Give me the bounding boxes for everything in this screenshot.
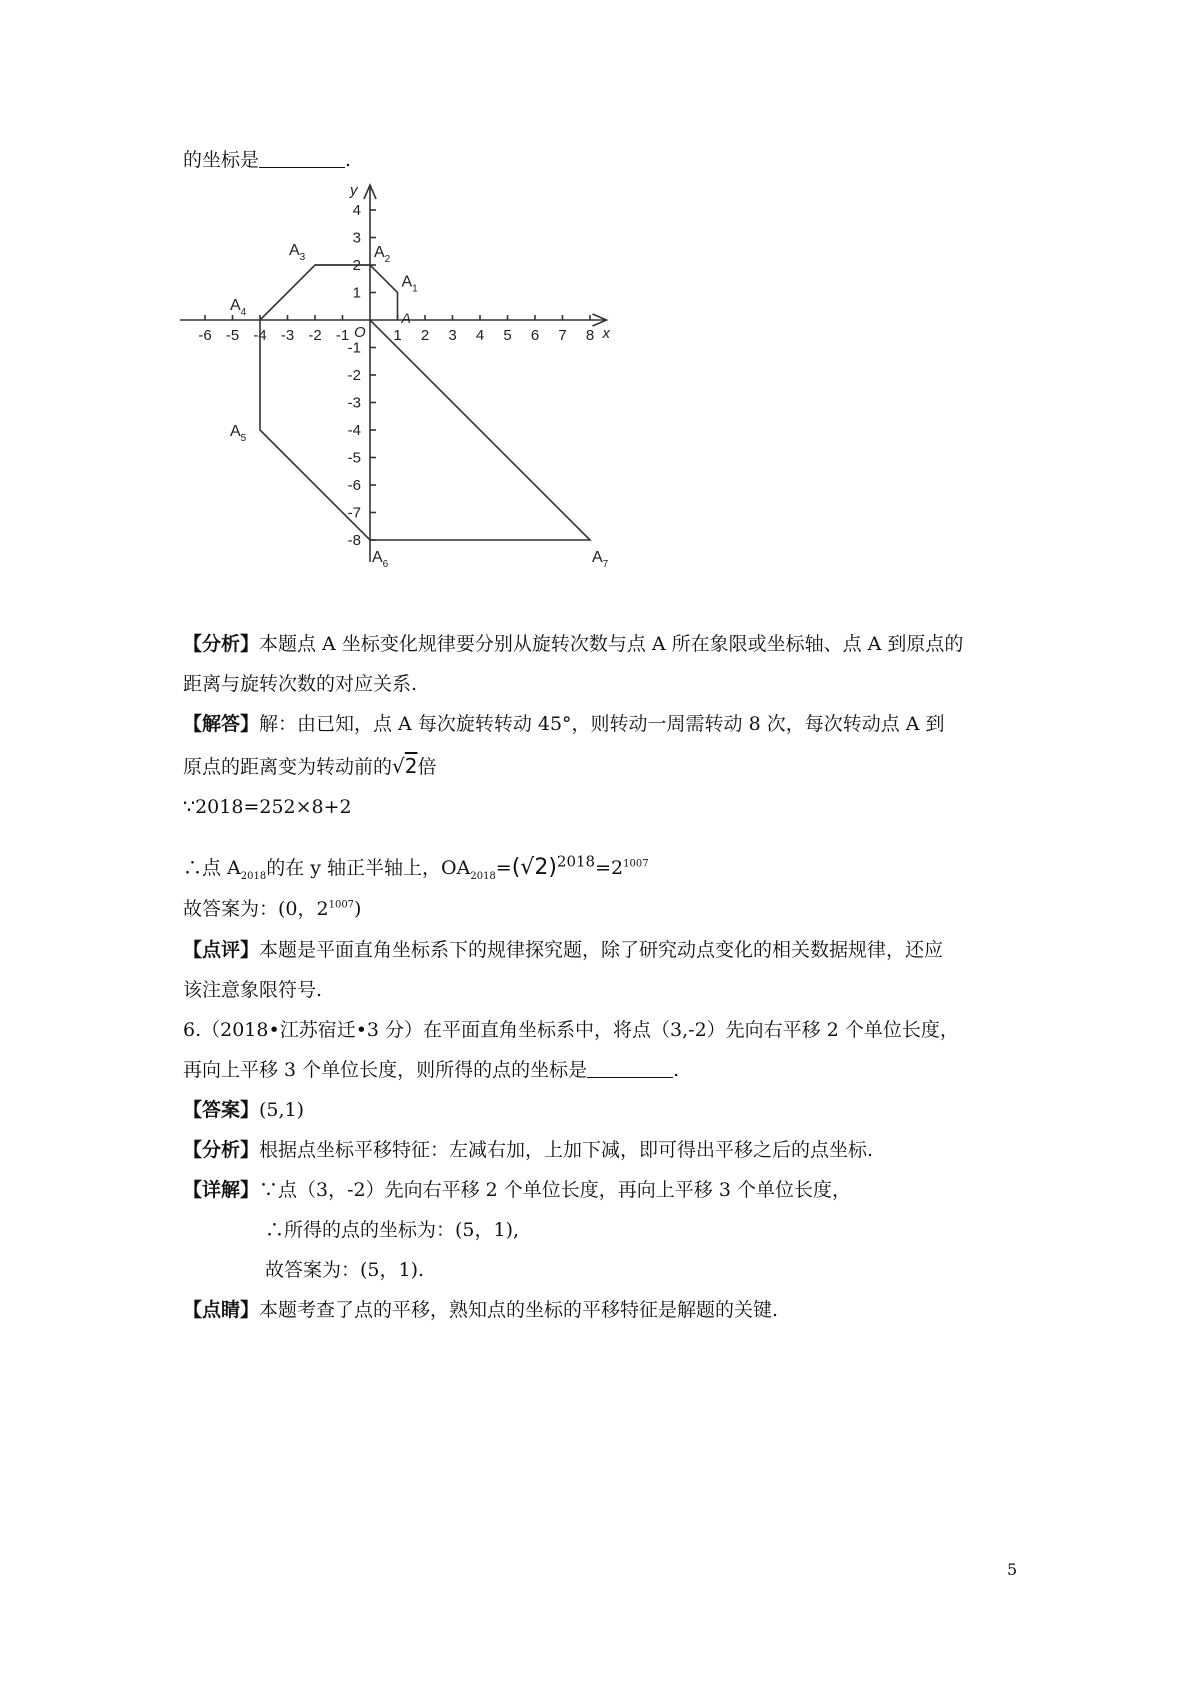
point-label-a3: $A_3$ [289, 242, 306, 263]
y-tick-label: -8 [347, 532, 361, 549]
x-axis-label: x [602, 325, 610, 342]
q6-detail-line-2 [265, 1218, 519, 1242]
x-tick-label: -6 [198, 327, 212, 344]
therefore-pre: ∴点 A [183, 857, 241, 879]
y-tick-label: 3 [352, 229, 361, 247]
point-subscript: 6 [382, 559, 389, 570]
y-tick-label: -1 [347, 339, 361, 357]
sqrt-symbol: √ [392, 754, 405, 778]
q6-analysis-line [183, 1138, 873, 1162]
y-tick-label: 1 [352, 284, 361, 302]
point-label-a2: $A_2$ [374, 244, 391, 265]
q6-answer-blank [587, 1059, 673, 1078]
sqrt-two [392, 754, 417, 778]
point-label-a5: $A_5$ [230, 423, 247, 444]
therefore-sub: 2018 [240, 870, 267, 882]
because-text: ∵2018=252×8+2 [183, 796, 352, 818]
therefore-sub2: 2018 [470, 870, 496, 882]
q6-analysis: 根据点坐标平移特征：左减右加，上加下减，即可得出平移之后的点坐标. [259, 1139, 874, 1161]
y-tick-label: -5 [347, 449, 361, 467]
solution-text-1: 解：由已知，点 A 每次旋转转动 45°，则转动一周需转动 8 次，每次转动点 A 到 [259, 713, 945, 735]
analysis-text-1: 本题点 A 坐标变化规律要分别从旋转次数与点 A 所在象限或坐标轴、点 A 到原点的 [259, 633, 964, 655]
point-label-a1: $A_1$ [401, 273, 418, 295]
origin-label: O [354, 324, 366, 341]
ticks [198, 202, 594, 549]
point-subscript: 5 [240, 433, 247, 444]
point-label-a: A [401, 310, 411, 326]
answer-pre: 故答案为：(0，2 [183, 898, 329, 920]
point-subscript: 7 [602, 559, 609, 570]
y-tick-label: -4 [347, 422, 361, 439]
page-number: 5 [1007, 1560, 1018, 1579]
solution-line-2 [183, 754, 437, 779]
q6-line-1 [183, 1018, 959, 1042]
x-tick-label: 1 [393, 327, 402, 344]
x-tick-label: 3 [448, 327, 457, 344]
axes [180, 183, 611, 562]
q6-line-2 [183, 1058, 679, 1082]
q6-detail-tag: 【详解】 [183, 1179, 260, 1201]
point-subscript: 3 [299, 252, 306, 263]
analysis-line-2 [183, 672, 417, 696]
q6-detail-3: 故答案为：(5，1). [265, 1259, 425, 1281]
solution-tag: 【解答】 [183, 713, 260, 735]
answer-post: ) [354, 898, 362, 920]
q6-detail-1: ∵点（3，-2）先向右平移 2 个单位长度，再向上平移 3 个单位长度， [259, 1179, 851, 1201]
y-tick-label: -2 [347, 367, 361, 384]
therefore-eq: = [495, 857, 512, 879]
comment-line-2 [183, 978, 322, 1002]
q6-answer-tag: 【答案】 [183, 1099, 260, 1121]
q6-answer: (5,1) [259, 1099, 305, 1121]
intro-end: . [345, 149, 352, 171]
answer-line [183, 897, 361, 921]
analysis-text-2: 距离与旋转次数的对应关系. [183, 673, 418, 695]
q6-detail-2: ∴所得的点的坐标为：(5，1), [265, 1219, 520, 1241]
x-tick-label: -3 [280, 327, 295, 344]
q6-detail-line-1 [183, 1178, 851, 1202]
q6-answer-line [183, 1098, 304, 1122]
y-tick-label: -3 [347, 394, 361, 412]
x-tick-label: 5 [503, 327, 512, 344]
y-tick-label: 4 [352, 202, 361, 219]
y-tick-label: -6 [347, 477, 361, 494]
x-tick-label: -1 [335, 327, 350, 344]
q6-text-2: 再向上平移 3 个单位长度，则所得的点的坐标是 [183, 1059, 588, 1081]
q6-comment-tag: 【点睛】 [183, 1299, 260, 1321]
intro-line [183, 148, 351, 172]
coordinate-figure [180, 183, 660, 613]
point-subscript: 1 [412, 283, 418, 295]
q6-analysis-tag: 【分析】 [183, 1139, 260, 1161]
point-label-a7: $A_7$ [592, 549, 609, 570]
result-eq: =2 [595, 857, 624, 879]
result-exp: 1007 [623, 858, 649, 870]
comment-tag: 【点评】 [183, 939, 260, 961]
therefore-line [183, 852, 649, 882]
comment-line-1 [183, 938, 943, 962]
solution-text-2-post: 倍 [417, 756, 437, 778]
answer-exp: 1007 [328, 899, 355, 911]
point-subscript: 4 [240, 307, 247, 318]
power-base: (√2) [511, 855, 557, 880]
x-tick-label: 7 [558, 327, 567, 344]
spiral-path [260, 265, 590, 540]
x-tick-label: 6 [530, 327, 540, 344]
analysis-line-1 [183, 632, 963, 656]
sqrt-arg: 2 [404, 754, 418, 778]
q6-comment-line [183, 1298, 778, 1322]
y-tick-label: 2 [352, 257, 361, 274]
q6-comment: 本题考查了点的平移，熟知点的坐标的平移特征是解题的关键. [259, 1299, 779, 1321]
solution-text-2-pre: 原点的距离变为转动前的 [183, 756, 393, 778]
x-tick-label: -4 [253, 327, 267, 344]
x-tick-label: 8 [585, 327, 595, 344]
x-tick-label: 2 [420, 327, 430, 344]
x-tick-label: -2 [308, 327, 322, 344]
point-label-a4: $A_4$ [230, 297, 247, 318]
point-label-a6: $A_6$ [372, 549, 389, 570]
analysis-tag: 【分析】 [183, 633, 260, 655]
q6-detail-line-3 [265, 1258, 424, 1282]
y-tick-label: -7 [347, 504, 361, 522]
x-tick-label: -5 [225, 327, 240, 344]
q6-text-1: 6.（2018•江苏宿迁•3 分）在平面直角坐标系中，将点（3,-2）先向右平移 2 个单位长度， [183, 1019, 959, 1041]
y-axis-label: y [350, 183, 358, 199]
q6-text-2-end: . [673, 1059, 680, 1081]
solution-line-1 [183, 712, 945, 736]
comment-text-1: 本题是平面直角坐标系下的规律探究题，除了研究动点变化的相关数据规律，还应 [259, 939, 944, 961]
rotation-path [260, 265, 590, 540]
therefore-mid: 的在 y 轴正半轴上，OA [266, 857, 471, 879]
answer-blank [259, 149, 345, 168]
point-subscript: 2 [384, 254, 391, 265]
because-line [183, 795, 352, 819]
comment-text-2: 该注意象限符号. [183, 979, 323, 1001]
power-exp: 2018 [556, 852, 596, 871]
x-tick-label: 4 [475, 327, 485, 344]
point-labels [230, 242, 609, 570]
intro-text: 的坐标是 [183, 149, 260, 171]
